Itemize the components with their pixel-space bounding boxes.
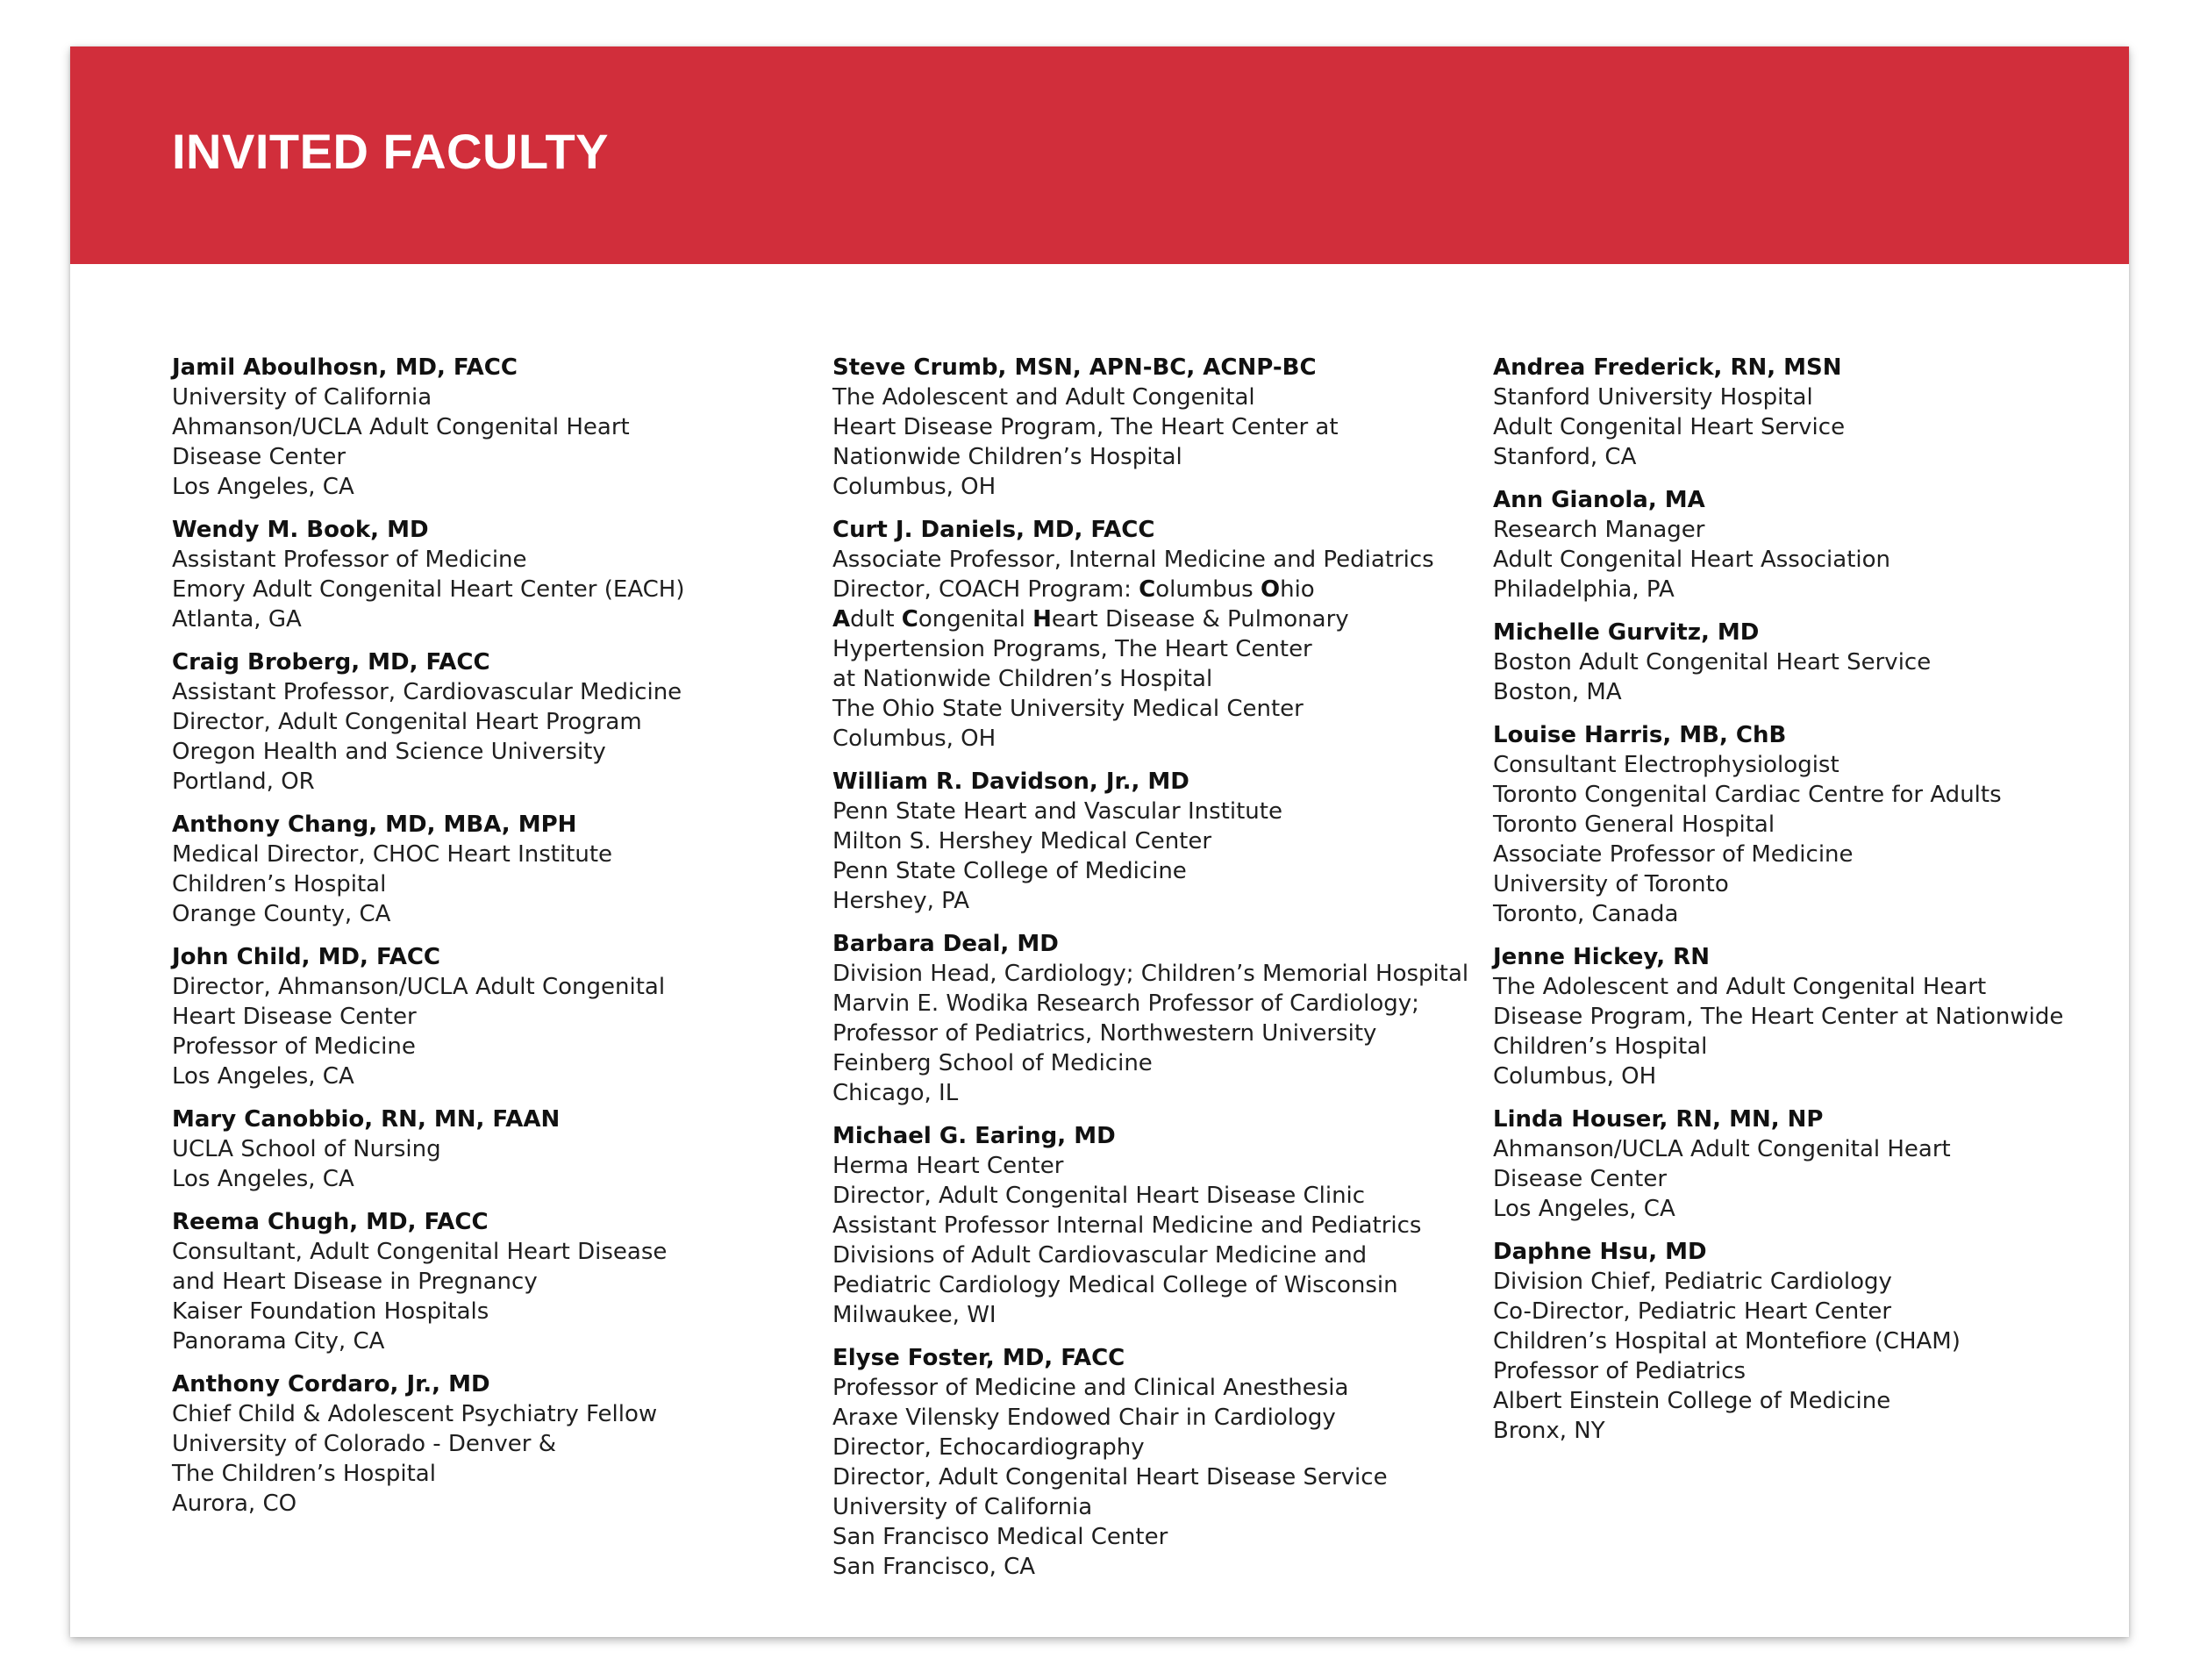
faculty-affiliation-line: Associate Professor, Internal Medicine and Pediatrics <box>832 547 1434 573</box>
faculty-affiliation-line: Children’s Hospital <box>1493 1033 1708 1060</box>
faculty-affiliation-line: Chief Child & Adolescent Psychiatry Fellow <box>172 1401 658 1427</box>
faculty-name: Elyse Foster, MD, FACC <box>832 1345 1125 1371</box>
faculty-affiliation-line: and Heart Disease in Pregnancy <box>172 1269 538 1295</box>
faculty-affiliation-line: Penn State College of Medicine <box>832 858 1187 884</box>
faculty-affiliation-line: Director, Adult Congenital Heart Disease Service <box>832 1464 1388 1491</box>
faculty-entry <box>1493 942 2142 1091</box>
faculty-entry <box>1493 1105 2142 1224</box>
faculty-affiliation-line: Los Angeles, CA <box>172 474 354 500</box>
faculty-entry <box>1493 1237 2142 1446</box>
faculty-entry <box>172 1369 821 1519</box>
faculty-affiliation-line: Aurora, CO <box>172 1491 297 1517</box>
faculty-affiliation-line: Director, Adult Congenital Heart Disease Clinic <box>832 1183 1366 1209</box>
faculty-affiliation-line: Marvin E. Wodika Research Professor of Cardiology; <box>832 990 1419 1017</box>
faculty-entry <box>832 929 1482 1108</box>
faculty-affiliation-line: Children’s Hospital <box>172 871 387 897</box>
faculty-name: Louise Harris, MB, ChB <box>1493 722 1787 748</box>
faculty-affiliation-line: Disease Center <box>172 444 346 470</box>
faculty-affiliation-line: Philadelphia, PA <box>1493 576 1675 603</box>
faculty-affiliation-line: Boston, MA <box>1493 679 1622 705</box>
faculty-column-3 <box>1493 353 2142 1459</box>
faculty-name: Anthony Cordaro, Jr., MD <box>172 1371 490 1398</box>
faculty-name: Jenne Hickey, RN <box>1493 944 1710 970</box>
faculty-affiliation-line: Professor of Pediatrics, Northwestern University <box>832 1020 1377 1047</box>
faculty-affiliation-line: Los Angeles, CA <box>1493 1196 1675 1222</box>
faculty-affiliation-line: The Ohio State University Medical Center <box>832 696 1304 722</box>
faculty-affiliation-line: Director, Echocardiography <box>832 1434 1145 1461</box>
faculty-entry <box>172 515 821 634</box>
faculty-entry <box>1493 485 2142 604</box>
faculty-affiliation-line: Nationwide Children’s Hospital <box>832 444 1182 470</box>
faculty-affiliation-line: Los Angeles, CA <box>172 1166 354 1192</box>
faculty-affiliation-line: Oregon Health and Science University <box>172 739 606 765</box>
faculty-entry <box>832 353 1482 502</box>
faculty-name: William R. Davidson, Jr., MD <box>832 769 1189 795</box>
faculty-name: Michelle Gurvitz, MD <box>1493 619 1760 646</box>
faculty-affiliation-line: University of Toronto <box>1493 871 1729 897</box>
faculty-affiliation-line: Divisions of Adult Cardiovascular Medicine and <box>832 1242 1368 1269</box>
faculty-affiliation-line: Orange County, CA <box>172 901 391 927</box>
faculty-affiliation-line: Assistant Professor Internal Medicine and Pediatrics <box>832 1212 1422 1239</box>
faculty-affiliation-line: Toronto General Hospital <box>1493 811 1775 838</box>
faculty-entry <box>832 515 1482 754</box>
faculty-affiliation-line: Research Manager <box>1493 517 1705 543</box>
faculty-affiliation-line: Professor of Pediatrics <box>1493 1358 1747 1384</box>
faculty-name: Linda Houser, RN, MN, NP <box>1493 1106 1824 1133</box>
faculty-affiliation-line: Pediatric Cardiology Medical College of Wisconsin <box>832 1272 1398 1298</box>
faculty-affiliation-line: Hershey, PA <box>832 888 969 914</box>
faculty-affiliation-line: The Children’s Hospital <box>172 1461 436 1487</box>
faculty-affiliation-line: Feinberg School of Medicine <box>832 1050 1153 1076</box>
faculty-affiliation-line: Emory Adult Congenital Heart Center (EACH) <box>172 576 685 603</box>
faculty-name: Mary Canobbio, RN, MN, FAAN <box>172 1106 561 1133</box>
faculty-entry <box>172 1207 821 1356</box>
faculty-affiliation-line: Bronx, NY <box>1493 1418 1605 1444</box>
faculty-name: Ann Gianola, MA <box>1493 487 1705 513</box>
faculty-affiliation-line: Heart Disease Program, The Heart Center at <box>832 414 1339 440</box>
faculty-affiliation-line: Disease Program, The Heart Center at Nationwide <box>1493 1004 2064 1030</box>
faculty-affiliation-line: Heart Disease Center <box>172 1004 417 1030</box>
brochure-page <box>70 46 2129 1637</box>
faculty-affiliation-line: Medical Director, CHOC Heart Institute <box>172 841 613 868</box>
faculty-affiliation-line: Milton S. Hershey Medical Center <box>832 828 1212 854</box>
faculty-affiliation-line: University of California <box>172 384 432 411</box>
faculty-affiliation-line: Kaiser Foundation Hospitals <box>172 1298 489 1325</box>
faculty-entry <box>172 1105 821 1194</box>
faculty-affiliation-line: University of Colorado - Denver & <box>172 1431 556 1457</box>
faculty-affiliation-line: Atlanta, GA <box>172 606 302 633</box>
faculty-affiliation-line: Toronto, Canada <box>1493 901 1679 927</box>
faculty-affiliation-line: Stanford, CA <box>1493 444 1637 470</box>
faculty-entry <box>1493 618 2142 707</box>
faculty-entry <box>832 767 1482 916</box>
faculty-affiliation-line: Division Head, Cardiology; Children’s Memorial Hospital <box>832 961 1469 987</box>
faculty-name: Anthony Chang, MD, MBA, MPH <box>172 811 577 838</box>
faculty-affiliation-line: Associate Professor of Medicine <box>1493 841 1854 868</box>
faculty-name: John Child, MD, FACC <box>172 944 441 970</box>
faculty-affiliation-line: Columbus, OH <box>1493 1063 1657 1090</box>
faculty-affiliation-line: Herma Heart Center <box>832 1153 1064 1179</box>
faculty-affiliation-line: Araxe Vilensky Endowed Chair in Cardiology <box>832 1405 1336 1431</box>
faculty-affiliation-line: UCLA School of Nursing <box>172 1136 441 1162</box>
faculty-affiliation-line: Consultant Electrophysiologist <box>1493 752 1839 778</box>
faculty-name: Craig Broberg, MD, FACC <box>172 649 490 676</box>
faculty-affiliation-line: Ahmanson/UCLA Adult Congenital Heart <box>172 414 630 440</box>
faculty-affiliation-line: Director, Ahmanson/UCLA Adult Congenital <box>172 974 666 1000</box>
faculty-entry <box>1493 720 2142 929</box>
faculty-column-2 <box>832 353 1482 1595</box>
faculty-affiliation-line: Consultant, Adult Congenital Heart Disease <box>172 1239 668 1265</box>
faculty-affiliation-line: Boston Adult Congenital Heart Service <box>1493 649 1932 676</box>
faculty-affiliation-line: Adult Congenital Heart Disease & Pulmonary <box>832 606 1349 633</box>
faculty-name: Barbara Deal, MD <box>832 931 1059 957</box>
faculty-affiliation-line: Columbus, OH <box>832 726 996 752</box>
faculty-affiliation-line: University of California <box>832 1494 1093 1520</box>
faculty-affiliation-line: The Adolescent and Adult Congenital <box>832 384 1255 411</box>
faculty-affiliation-line: Co-Director, Pediatric Heart Center <box>1493 1298 1892 1325</box>
faculty-name: Michael G. Earing, MD <box>832 1123 1116 1149</box>
faculty-affiliation-line: Milwaukee, WI <box>832 1302 996 1328</box>
faculty-affiliation-line: Toronto Congenital Cardiac Centre for Adults <box>1493 782 2002 808</box>
faculty-name: Andrea Frederick, RN, MSN <box>1493 354 1842 381</box>
faculty-affiliation-line: Chicago, IL <box>832 1080 959 1106</box>
faculty-entry <box>172 647 821 797</box>
faculty-affiliation-line: San Francisco, CA <box>832 1554 1036 1580</box>
faculty-entry <box>172 810 821 929</box>
faculty-name: Wendy M. Book, MD <box>172 517 429 543</box>
faculty-name: Reema Chugh, MD, FACC <box>172 1209 489 1235</box>
faculty-affiliation-line: Adult Congenital Heart Service <box>1493 414 1846 440</box>
faculty-affiliation-line: at Nationwide Children’s Hospital <box>832 666 1213 692</box>
faculty-name: Daphne Hsu, MD <box>1493 1239 1707 1265</box>
faculty-name: Jamil Aboulhosn, MD, FACC <box>172 354 518 381</box>
faculty-affiliation-line: Division Chief, Pediatric Cardiology <box>1493 1269 1892 1295</box>
faculty-name: Curt J. Daniels, MD, FACC <box>832 517 1155 543</box>
faculty-affiliation-line: Assistant Professor, Cardiovascular Medicine <box>172 679 682 705</box>
faculty-affiliation-line: Stanford University Hospital <box>1493 384 1813 411</box>
faculty-affiliation-line: Assistant Professor of Medicine <box>172 547 527 573</box>
faculty-affiliation-line: Panorama City, CA <box>172 1328 385 1355</box>
faculty-entry <box>172 942 821 1091</box>
faculty-affiliation-line: Portland, OR <box>172 769 315 795</box>
faculty-name: Steve Crumb, MSN, APN-BC, ACNP-BC <box>832 354 1317 381</box>
header-band <box>70 46 2129 264</box>
faculty-entry <box>832 1121 1482 1330</box>
faculty-entry <box>832 1343 1482 1582</box>
faculty-affiliation-line: Los Angeles, CA <box>172 1063 354 1090</box>
faculty-affiliation-line: Penn State Heart and Vascular Institute <box>832 798 1282 825</box>
faculty-column-1 <box>172 353 821 1532</box>
faculty-affiliation-line: Hypertension Programs, The Heart Center <box>832 636 1312 662</box>
faculty-affiliation-line: The Adolescent and Adult Congenital Heart <box>1493 974 1987 1000</box>
page-title: INVITED FACULTY <box>172 124 610 179</box>
faculty-entry <box>172 353 821 502</box>
faculty-affiliation-line: Professor of Medicine and Clinical Anesthesia <box>832 1375 1349 1401</box>
faculty-affiliation-line: Albert Einstein College of Medicine <box>1493 1388 1891 1414</box>
faculty-affiliation-line: Director, COACH Program: Columbus Ohio <box>832 576 1315 603</box>
faculty-affiliation-line: San Francisco Medical Center <box>832 1524 1168 1550</box>
faculty-affiliation-line: Disease Center <box>1493 1166 1668 1192</box>
faculty-affiliation-line: Professor of Medicine <box>172 1033 416 1060</box>
faculty-affiliation-line: Columbus, OH <box>832 474 996 500</box>
faculty-entry <box>1493 353 2142 472</box>
faculty-affiliation-line: Adult Congenital Heart Association <box>1493 547 1891 573</box>
faculty-affiliation-line: Ahmanson/UCLA Adult Congenital Heart <box>1493 1136 1951 1162</box>
faculty-affiliation-line: Director, Adult Congenital Heart Program <box>172 709 642 735</box>
faculty-affiliation-line: Children’s Hospital at Montefiore (CHAM) <box>1493 1328 1961 1355</box>
